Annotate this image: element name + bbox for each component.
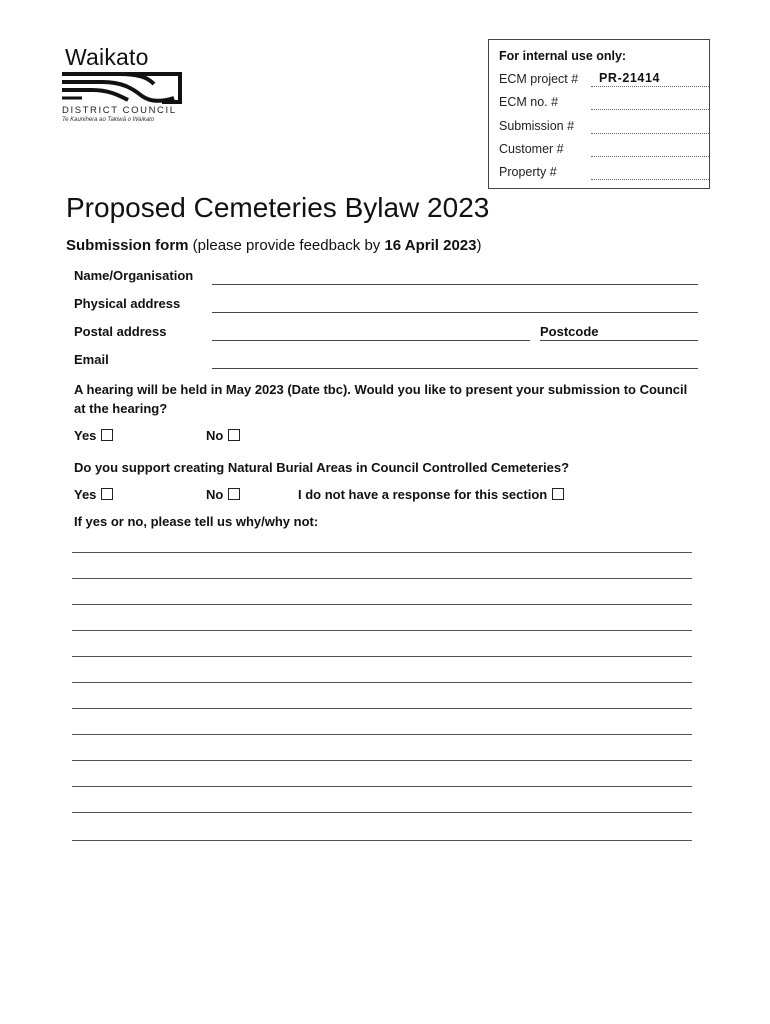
subtitle-end: ) — [476, 237, 482, 254]
why-label: If yes or no, please tell us why/why not: — [74, 514, 319, 529]
response-line[interactable] — [72, 578, 692, 579]
postcode-field[interactable] — [540, 340, 698, 341]
submission-no-line[interactable] — [591, 133, 709, 134]
response-line[interactable] — [72, 656, 692, 657]
subtitle-lead: Submission form — [66, 237, 189, 254]
property-no-label: Property # — [499, 165, 557, 179]
burial-no-response-option[interactable] — [298, 487, 564, 502]
property-no-line[interactable] — [591, 179, 709, 180]
ecm-no-label: ECM no. # — [499, 95, 559, 109]
logo-council: DISTRICT COUNCIL — [62, 105, 177, 116]
postcode-label: Postcode — [540, 324, 599, 339]
name-label: Name/Organisation — [74, 268, 194, 283]
logo-tagline: Te Kaunihera ao Takiwā o Waikato — [62, 117, 155, 123]
ecm-project-line[interactable] — [591, 86, 709, 87]
customer-no-label: Customer # — [499, 142, 564, 156]
page-title: Proposed Cemeteries Bylaw 2023 — [66, 192, 490, 223]
waikato-logo — [60, 44, 190, 126]
name-field[interactable] — [212, 284, 698, 285]
burial-no-option[interactable] — [206, 487, 240, 502]
customer-no-line[interactable] — [591, 156, 709, 157]
response-line[interactable] — [72, 630, 692, 631]
response-line[interactable] — [72, 708, 692, 709]
subtitle — [66, 237, 481, 254]
burial-no-label: No — [206, 487, 224, 502]
response-line[interactable] — [72, 604, 692, 605]
response-line[interactable] — [72, 812, 692, 813]
response-line[interactable] — [72, 734, 692, 735]
postal-address-label: Postal address — [74, 324, 167, 339]
internal-use-box — [488, 39, 710, 189]
hearing-no-label: No — [206, 428, 224, 443]
subtitle-middle: (please provide feedback by — [188, 237, 385, 254]
response-line[interactable] — [72, 682, 692, 683]
subtitle-date: 16 April 2023 — [384, 237, 477, 254]
logo-name: Waikato — [65, 44, 149, 70]
burial-question: Do you support creating Natural Burial Areas in Council Controlled Cemeteries? — [74, 460, 570, 475]
postal-address-field[interactable] — [212, 340, 530, 341]
hearing-no-checkbox[interactable] — [228, 429, 240, 441]
hearing-no-option[interactable] — [206, 428, 240, 443]
ecm-no-line[interactable] — [591, 109, 709, 110]
ecm-project-value: PR-21414 — [599, 71, 661, 85]
burial-no-response-label: I do not have a response for this section — [298, 487, 548, 502]
hearing-yes-label: Yes — [74, 428, 97, 443]
email-field[interactable] — [212, 368, 698, 369]
response-line[interactable] — [72, 760, 692, 761]
hearing-yes-checkbox[interactable] — [101, 429, 113, 441]
internal-use-title: For internal use only: — [499, 49, 627, 63]
hearing-question: A hearing will be held in May 2023 (Date tbc). Would you like to present your submission to Council at the hearing? — [74, 382, 688, 416]
burial-yes-label: Yes — [74, 487, 97, 502]
physical-address-field[interactable] — [212, 312, 698, 313]
burial-no-checkbox[interactable] — [228, 488, 240, 500]
response-line[interactable] — [72, 552, 692, 553]
logo-waves-icon — [62, 70, 182, 104]
hearing-yes-option[interactable] — [74, 428, 113, 443]
ecm-project-label: ECM project # — [499, 72, 579, 86]
burial-yes-option[interactable] — [74, 487, 113, 502]
email-label: Email — [74, 352, 109, 367]
response-line[interactable] — [72, 840, 692, 841]
response-line[interactable] — [72, 786, 692, 787]
submission-no-label: Submission # — [499, 119, 575, 133]
burial-yes-checkbox[interactable] — [101, 488, 113, 500]
physical-address-label: Physical address — [74, 296, 181, 311]
burial-no-response-checkbox[interactable] — [552, 488, 564, 500]
